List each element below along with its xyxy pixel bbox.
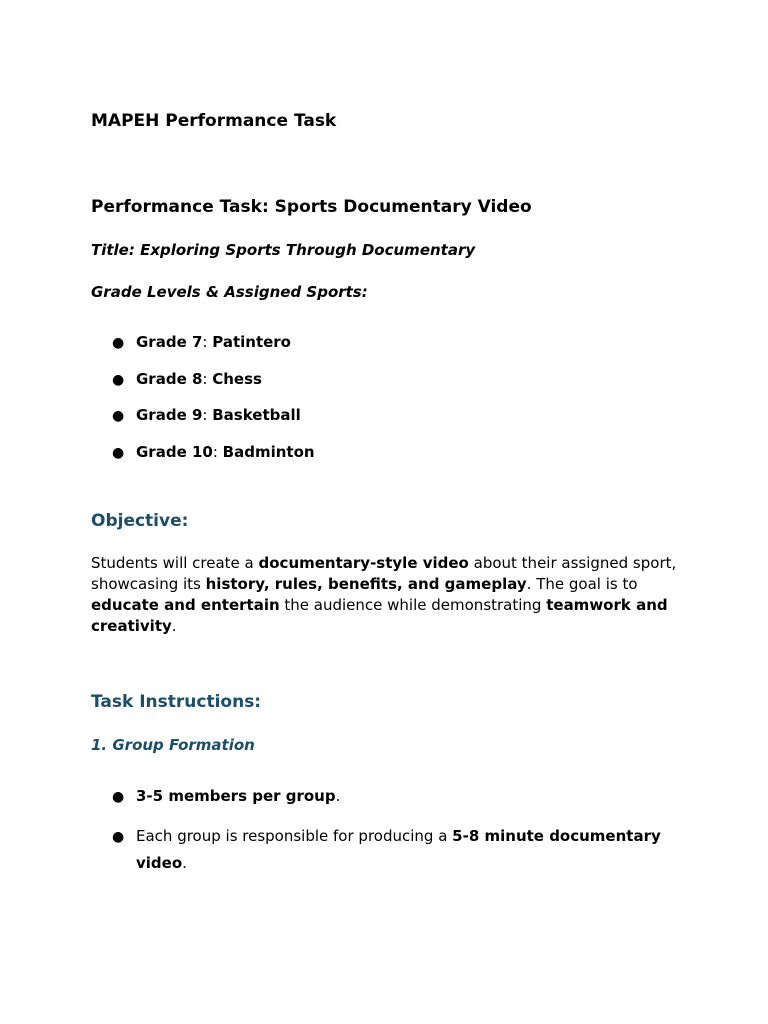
- sport-name: Badminton: [222, 442, 315, 461]
- grade-label: Grade 10: [136, 442, 213, 461]
- list-item: [112, 443, 315, 480]
- task-heading: Performance Task: Sports Documentary Video: [91, 197, 532, 217]
- document-title: MAPEH Performance Task: [91, 111, 337, 131]
- task-instructions-heading: Task Instructions:: [91, 692, 262, 712]
- bullet-icon: ●: [112, 789, 125, 805]
- members-per-group: 3-5 members per group: [136, 787, 336, 805]
- responsibility-text: Each group is responsible for producing a: [136, 827, 453, 845]
- sport-name: Chess: [212, 369, 262, 388]
- objective-bold-2: history, rules, benefits, and gameplay: [205, 575, 527, 593]
- objective-text-3: . The goal is to: [526, 575, 638, 593]
- objective-bold-3: educate and entertain: [91, 596, 280, 614]
- separator: :: [202, 369, 213, 388]
- bullet-icon: ●: [112, 335, 125, 351]
- item-end: .: [182, 854, 187, 872]
- sport-name: Patintero: [212, 333, 291, 351]
- item-end: .: [335, 787, 341, 805]
- video-length: 5-8 minute documentary video: [136, 827, 661, 872]
- bullet-icon: ●: [112, 829, 125, 845]
- grade-sport-list: [112, 333, 315, 479]
- objective-text-2: about their assigned sport, showcasing its: [91, 554, 677, 593]
- grade-levels-heading: Grade Levels & Assigned Sports:: [91, 283, 368, 301]
- objective-text-4: the audience while demonstrating: [279, 596, 547, 614]
- bullet-icon: ●: [112, 371, 125, 388]
- bullet-icon: ●: [112, 444, 125, 461]
- separator: :: [202, 333, 213, 351]
- list-item: [112, 370, 315, 407]
- sport-name: Basketball: [212, 406, 301, 424]
- separator: :: [212, 442, 223, 461]
- bullet-icon: ●: [112, 408, 125, 424]
- objective-bold-1: documentary-style video: [258, 554, 469, 572]
- objective-bold-4: teamwork and creativity: [91, 596, 668, 635]
- grade-label: Grade 8: [136, 369, 203, 388]
- group-formation-subheading: 1. Group Formation: [91, 736, 255, 754]
- objective-heading: Objective:: [91, 511, 189, 531]
- separator: :: [202, 406, 213, 424]
- list-item: [112, 333, 315, 370]
- list-item: [112, 787, 692, 805]
- grade-label: Grade 9: [136, 406, 203, 424]
- group-formation-list: [112, 787, 692, 895]
- list-item: [112, 823, 692, 877]
- objective-paragraph: [91, 553, 681, 637]
- task-title-line: Title: Exploring Sports Through Documentary: [91, 241, 476, 259]
- grade-label: Grade 7: [136, 333, 203, 351]
- objective-text-1: Students will create a: [91, 554, 259, 572]
- list-item: [112, 406, 315, 443]
- objective-text-5: .: [171, 617, 177, 635]
